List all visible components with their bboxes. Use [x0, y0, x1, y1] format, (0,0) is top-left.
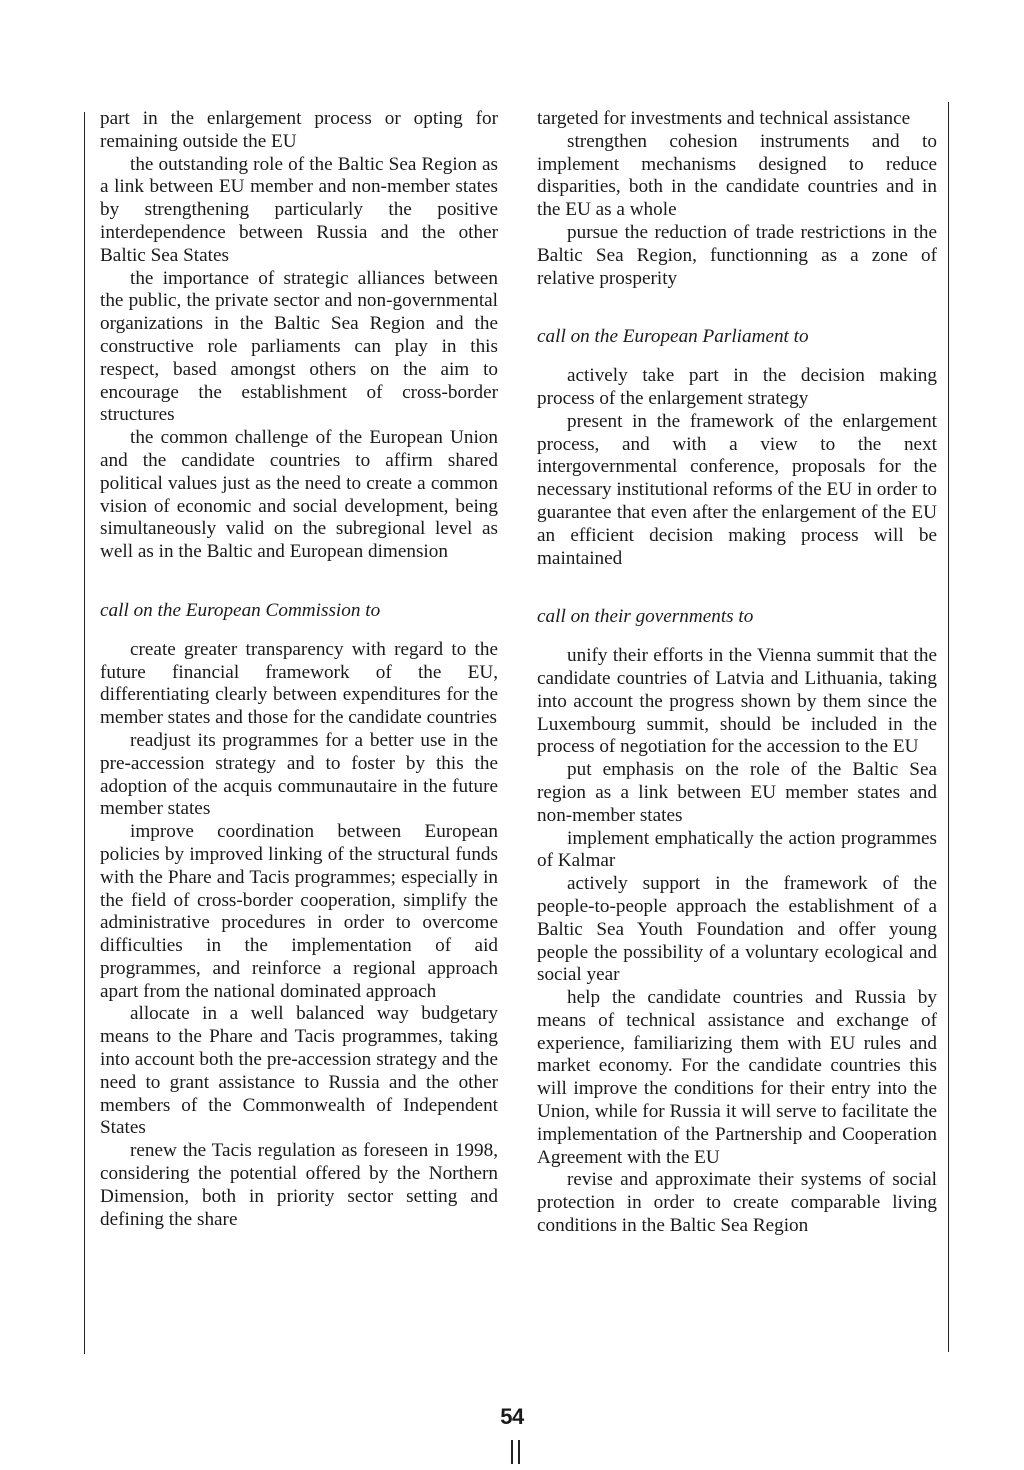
left-intro-paragraph: the common challenge of the European Union and the candidate countries to affirm shared political values just as the need to create a common vision of economic and social development, being simultaneously valid on the subregional level as well as in the Baltic and European dimension [100, 427, 498, 563]
governments-paragraph: actively support in the framework of the people-to-people approach the establishment of a Baltic Sea Youth Foundation and offer young people the possibility of a voluntary ecological and social year [537, 873, 937, 986]
heading-call-on-parliament: call on the European Parliament to [537, 326, 809, 348]
commission-paragraph: readjust its programmes for a better use in the pre-accession strategy and to foster by this the adoption of the acquis communautaire in the future member states [100, 729, 498, 820]
governments-paragraph: help the candidate countries and Russia by means of technical assistance and exchange of experience, familiarizing them with EU rules and market economy. For the candidate countries this will improve the conditions for their entry into the Union, while for Russia it will serve to facilitate the implementation of the Partnership and Cooperation Agreement with the EU [537, 987, 937, 1168]
left-intro-paragraph: part in the enlargement process or opting for remaining outside the EU [100, 108, 498, 152]
heading-call-on-governments: call on their governments to [537, 606, 754, 628]
left-intro-paragraph: the outstanding role of the Baltic Sea Region as a link between EU member and non-member states by strengthening particularly the positive interdependence between Russia and the other Baltic Sea States [100, 153, 498, 266]
parliament-paragraph: actively take part in the decision making process of the enlargement strategy [537, 365, 937, 409]
binding-tick-marks [509, 1440, 523, 1464]
commission-paragraph: allocate in a well balanced way budgetary means to the Phare and Tacis programmes, taking into account both the pre-accession strategy and the need to grant assistance to Russia and the other members of the Commonwealth of Independent States [100, 1003, 498, 1139]
right-intro-paragraph: pursue the reduction of trade restrictions in the Baltic Sea Region, functionning as a zone of relative prosperity [537, 221, 937, 289]
heading-call-on-commission: call on the European Commission to [100, 599, 381, 621]
governments-paragraph: implement emphatically the action programmes of Kalmar [537, 827, 937, 872]
right-intro-paragraph: targeted for investments and technical assistance [537, 108, 911, 129]
right-intro-paragraph: strengthen cohesion instruments and to implement mechanisms designed to reduce disparities, both in the candidate countries and in the EU as a whole [537, 130, 937, 221]
right-margin-rule [948, 102, 949, 1352]
left-column [100, 108, 498, 1231]
page-number: 54 [500, 1404, 524, 1429]
commission-paragraph: improve coordination between European policies by improved linking of the structural funds with the Phare and Tacis programmes; especially in the field of cross-border cooperation, simplify the administrative procedures in order to overcome difficulties in the implementation of aid programmes, and reinforce a regional approach apart from the national dominated approach [100, 821, 498, 1002]
parliament-paragraph: present in the framework of the enlargement process, and with a view to the next intergovernmental conference, proposals for the necessary institutional reforms of the EU in order to guarantee that even after the enlargement of the EU an efficient decision making process will be maintained [537, 410, 937, 569]
governments-paragraph: unify their efforts in the Vienna summit that the candidate countries of Latvia and Lithuania, taking into account the progress shown by them since the Luxembourg summit, should be included in the process of negotiation for the accession to the EU [537, 645, 937, 758]
right-column [537, 108, 937, 1238]
commission-paragraph: renew the Tacis regulation as foreseen in 1998, considering the potential offered by the Northern Dimension, both in priority sector setting and defining the share [100, 1140, 498, 1230]
commission-paragraph: create greater transparency with regard to the future financial framework of the EU, differentiating clearly between expenditures for the member states and those for the candidate countries [100, 638, 498, 729]
left-intro-paragraph: the importance of strategic alliances between the public, the private sector and non-governmental organizations in the Baltic Sea Region and the constructive role parliaments can play in this respect, based amongst others on the aim to encourage the establishment of cross-border structures [100, 267, 498, 426]
governments-paragraph: put emphasis on the role of the Baltic Sea region as a link between EU member states and non-member states [537, 759, 937, 826]
left-margin-rule [84, 112, 85, 1354]
governments-paragraph: revise and approximate their systems of social protection in order to create comparable living conditions in the Baltic Sea Region [537, 1169, 937, 1237]
